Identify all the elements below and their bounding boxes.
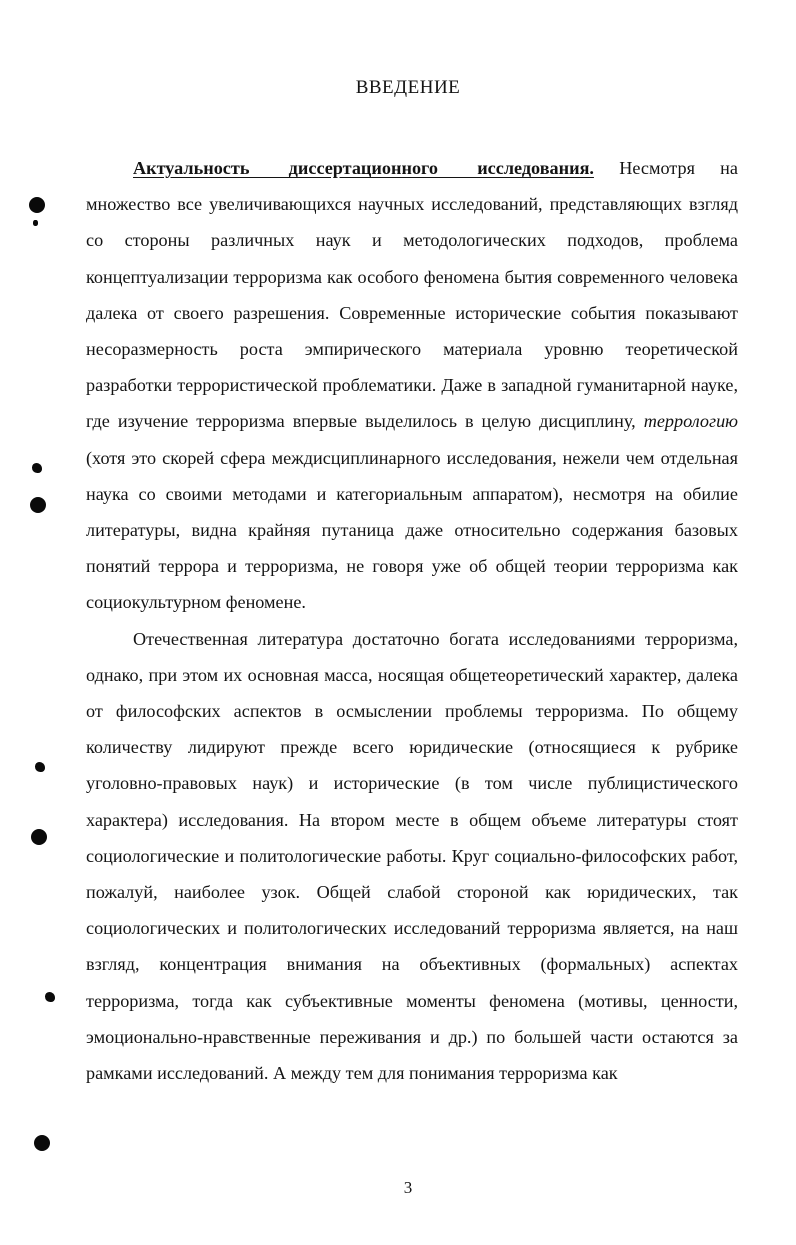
paragraph-1-text-b: (хотя это скорей сфера междисциплинарного исследования, нежели чем отдельная наука со своими методами и категориальным аппаратом), несмотря на обилие литературы, видна крайняя путаница даже относительно содержания базовых понятий террора и терроризма, не говоря уже об общей теории терроризма как социокультурном феномене. [86,447,738,613]
binding-hole-mark [30,497,46,513]
relevance-heading: Актуальность диссертационного исследования. [133,158,594,178]
paragraph-1 [86,150,738,621]
binding-hole-mark [34,1135,50,1151]
paragraph-1-text-a: Несмотря на множество все увеличивающихся научных исследований, представляющих взгляд со стороны различных наук и методологических подходов, проблема концептуализации терроризма как особого феномена бытия современного человека далека от своего разрешения. Современные исторические события показывают несоразмерность роста эмпирического материала уровню теоретической разработки террористической проблематики. Даже в западной гуманитарной науке, где изучение терроризма впервые выделилось в целую дисциплину, [86,158,738,432]
scan-speck-mark [33,220,38,226]
document-title: ВВЕДЕНИЕ [355,77,461,98]
italic-term: террологию [643,411,738,432]
scan-speck-mark [32,463,42,473]
page-number: 3 [403,1178,413,1197]
scan-speck-mark [45,992,55,1002]
binding-hole-mark [29,197,45,213]
paragraph-2: Отечественная литература достаточно богата исследованиями терроризма, однако, при этом их основная масса, носящая общетеоретический характер, далека от философских аспектов в осмыслении проблемы терроризма. По общему количеству лидируют прежде всего юридические (относящиеся к рубрике уголовно-правовых наук) и исторические (в том числе публицистического характера) исследования. На втором месте в общем объеме литературы стоят социологические и политологические работы. Круг социально-философских работ, пожалуй, наиболее узок. Общей слабой стороной как юридических, так социологических и политологических исследований терроризма является, на наш взгляд, концентрация внимания на объективных (формальных) аспектах терроризма, тогда как субъективные моменты феномена (мотивы, ценности, эмоционально-нравственные переживания и др.) по большей части остаются за рамками исследований. А между тем для понимания терроризма как [86,628,738,1084]
scan-speck-mark [35,762,45,772]
body-text [86,150,738,1091]
binding-hole-mark [31,829,47,845]
